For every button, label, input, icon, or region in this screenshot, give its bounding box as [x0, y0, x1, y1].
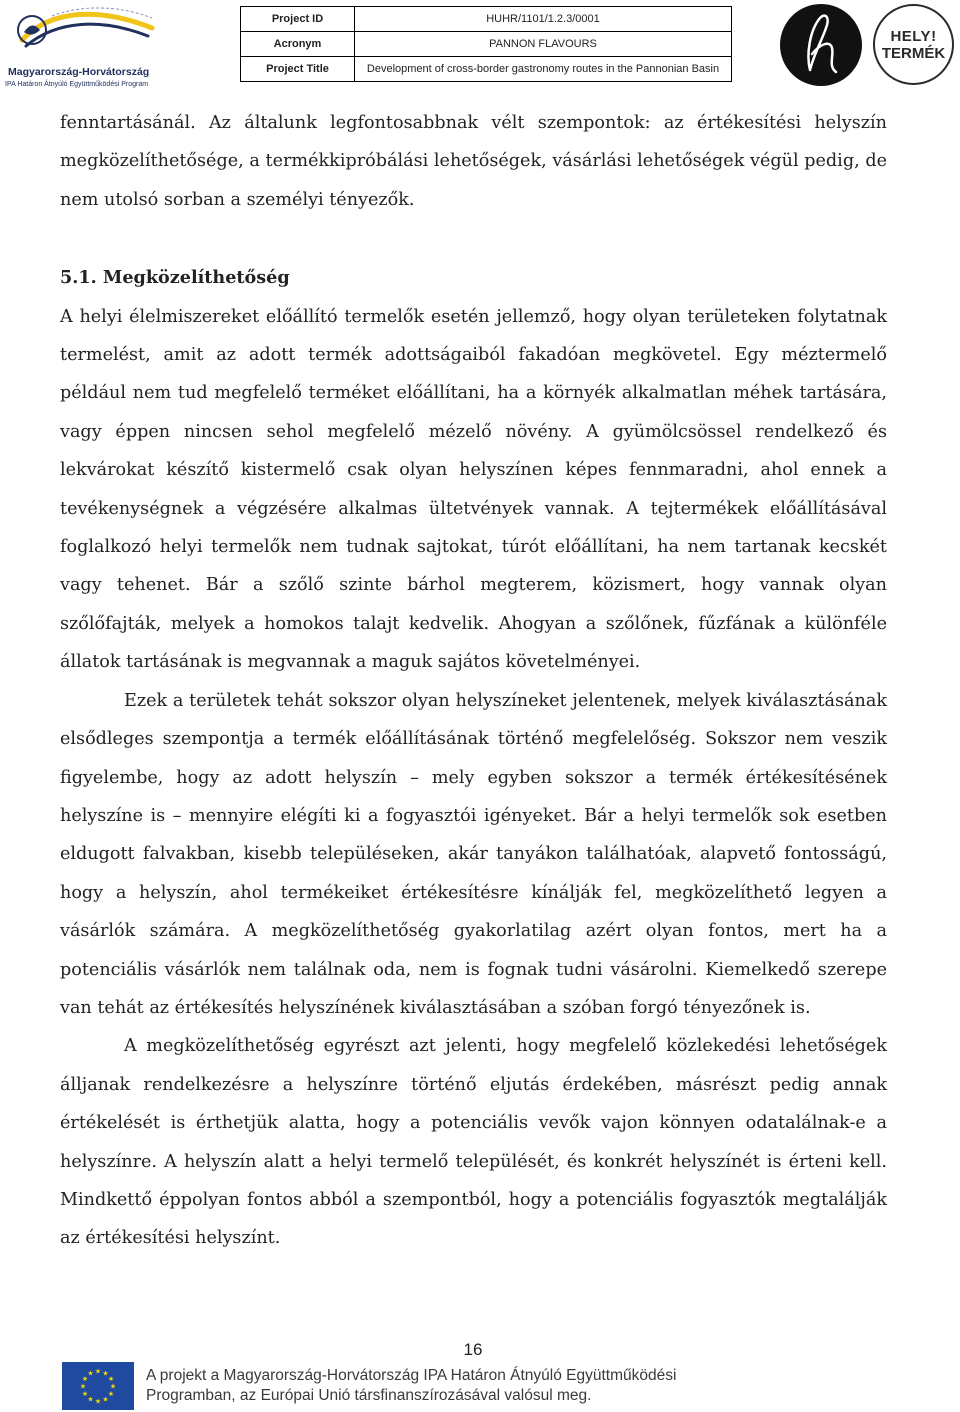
eu-star-icon: ★	[87, 1395, 94, 1404]
table-row	[241, 7, 732, 32]
helyi-termek-logo	[873, 4, 954, 85]
eu-flag-icon	[62, 1362, 134, 1410]
paragraph-accessibility-meaning: A megközelíthetőség egyrészt azt jelenti, hogy megfelelő közlekedési lehetőségek álljanak rendelkezésre a helyszínre történő eljutás érdekében, másrészt pedig annak értékelését is érthetjük alatta, hogy a potenciális vevők vajon könnyen odatalálnak-e a helyszínre. A helyszín alatt a helyi termelő települését, és konkrét helyszínét is érteni kell. Mindkettő éppolyan fontos abból a szempontból, hogy a potenciális fogyasztók megtalálják az értékesítési helyszínt.	[60, 1036, 887, 1249]
ipa-logo-emblem-icon	[2, 2, 162, 66]
h-script-icon	[780, 4, 862, 86]
project-title-value: Development of cross-border gastronomy routes in the Pannonian Basin	[355, 57, 732, 82]
eu-star-icon: ★	[94, 1397, 102, 1406]
footer-funding-note	[146, 1366, 676, 1406]
paragraph-location-selection: Ezek a területek tehát sokszor olyan helyszíneket jelentenek, melyek kiválasztásának elsődleges szempontja a termék előállításának történő megfelelőség. Sokszor nem veszik figyelembe, hogy az adott helyszín – mely egyben sokszor a termék értékesítésének helyszíne is – mennyire elégíti ki a fogyasztói igényeket. Bár a helyi termelők sok esetben eldugott falvakban, kisebb településeken, akár tanyákon találhatóak, alapvető fontosságú, hogy a helyszín, ahol termékeiket értékesítésre kínálják fel, megközelíthető legyen a vásárlók számára. A megközelíthetőség gyakorlatilag azért olyan fontos, mert ha a potenciális vásárlók nem találnak oda, nem is fognak tudni vásárolni. Kiemelkedő szerepe van tehát az értékesítés helyszínének kiválasztásában a szóban forgó tényezőnek is.	[60, 690, 887, 1018]
ipa-logo-subtitle: IPA Határon Átnyúló Együttműködési Program	[5, 81, 149, 88]
page-header	[0, 0, 960, 95]
eu-star-icon: ★	[102, 1395, 109, 1404]
eu-star-icon: ★	[81, 1375, 89, 1383]
project-title-label: Project Title	[241, 57, 355, 82]
project-info-table	[240, 6, 732, 82]
eu-star-icon: ★	[94, 1367, 102, 1376]
helyi-logo-line2: TERMÉK	[881, 45, 946, 62]
hungary-croatia-ipa-logo	[2, 2, 162, 92]
eu-stars-icon	[62, 1362, 134, 1410]
project-id-value: HUHR/1101/1.2.3/0001	[355, 7, 732, 32]
project-id-label: Project ID	[241, 7, 355, 32]
eu-star-icon: ★	[109, 1382, 117, 1391]
page-number: 16	[463, 1340, 483, 1359]
eu-star-icon: ★	[79, 1382, 87, 1391]
eu-star-icon: ★	[81, 1390, 89, 1398]
acronym-value: PANNON FLAVOURS	[355, 32, 732, 57]
footer-line-1: A projekt a Magyarország-Horvátország IPA Határon Átnyúló Együttműködési	[146, 1367, 677, 1384]
eu-star-icon: ★	[87, 1369, 94, 1378]
eu-star-icon: ★	[107, 1390, 115, 1398]
paragraph-production-areas: A helyi élelmiszereket előállító termelők esetén jellemző, hogy olyan területeken folytatnak termelést, amit az adott termék adottságaiból fakadóan megkövetel. Egy méztermelő például nem tud megfelelő terméket előállítani, ha a környék alkalmatlan méhek tartására, vagy éppen nincsen sehol megfelelő mézelő növény. A gyümölcsössel rendelkező és lekvárokat készítő kistermelő csak olyan helyszínen képes fennmaradni, ahol ennek a tevékenységnek a végzésére alkalmas ültetvények vannak. A tejtermékek előállításával foglalkozó helyi termelők nem tudnak sajtokat, túrót előállítani, ha nem tartanak kecskét vagy tehenet. Bár a szőlő szinte bárhol megterem, közismert, hogy vannak olyan szőlőfajták, melyek a homokos talajt kedvelik. Ahogyan a szőlőnek, fűzfának a különféle állatok tartásának is megvannak a maguk sajátos követelményei.	[60, 306, 887, 673]
table-row	[241, 57, 732, 82]
eu-star-icon: ★	[102, 1369, 109, 1378]
eu-star-icon: ★	[107, 1375, 115, 1383]
paragraph-intro: fenntartásánál. Az általunk legfontosabbnak vélt szempontok: az értékesítési helyszín megközelíthetősége, a termékkipróbálási lehetőségek, vásárlási lehetőségek végül pedig, de nem utolsó sorban a személyi tényezők.	[60, 113, 887, 210]
footer-line-2: Programban, az Európai Unió társfinanszírozásával valósul meg.	[146, 1387, 592, 1404]
document-body	[60, 104, 887, 1258]
h-monogram-logo	[780, 4, 862, 86]
section-heading: 5.1. Megközelíthetőség	[60, 267, 290, 289]
acronym-label: Acronym	[241, 32, 355, 57]
helyi-logo-line1: HELY!	[890, 28, 937, 45]
ipa-logo-title: Magyarország-Horvátország	[8, 66, 150, 78]
table-row	[241, 32, 732, 57]
